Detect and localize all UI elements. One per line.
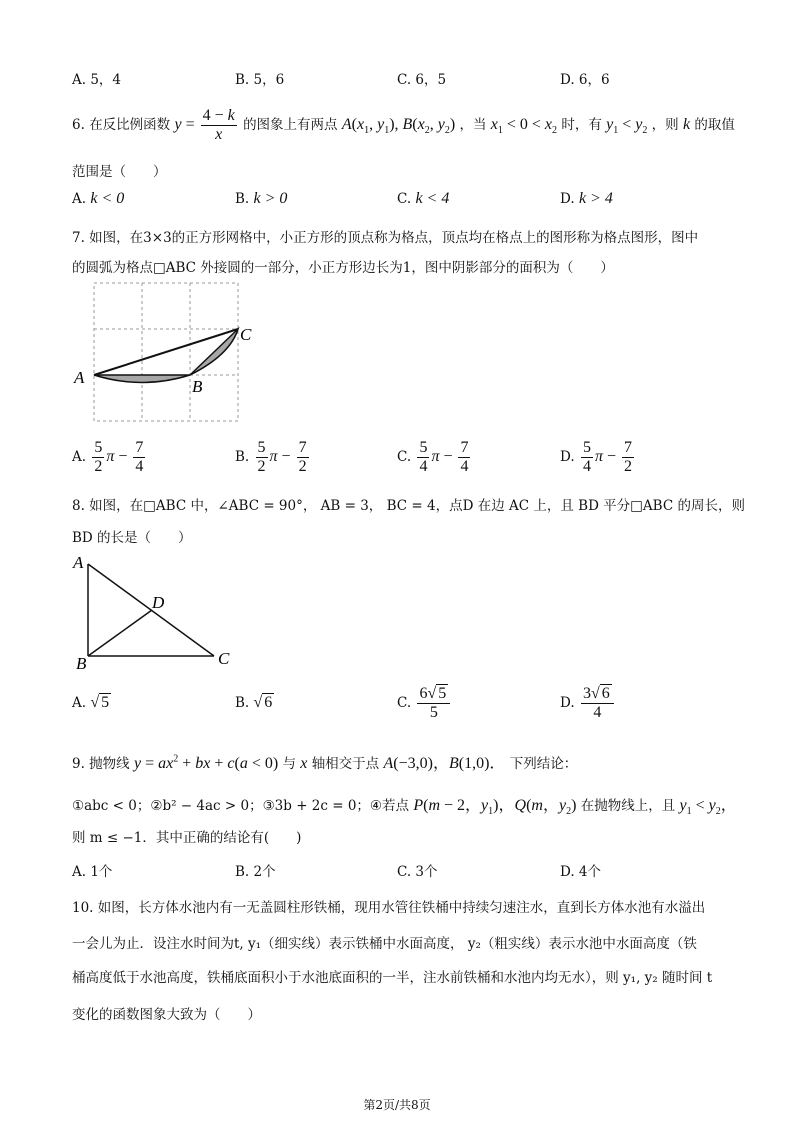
q7-option-b: B. $\frac{5}{2}$ π − $\frac{7}{2}$ bbox=[235, 439, 307, 475]
q6-text-5: ，则 bbox=[651, 117, 679, 133]
q7-label-a: A bbox=[74, 368, 85, 387]
q7-option-d: D. $\frac{5}{4}$ π − $\frac{7}{2}$ bbox=[560, 439, 632, 475]
q9-line1-part-b: 与 bbox=[282, 756, 296, 772]
q5-option-c: C. 6，5 bbox=[397, 72, 447, 88]
q9-option-c: C. 3个 bbox=[397, 864, 438, 880]
q10-line3: 桶高度低于水池高度，铁桶底面积小于水池底面积的一半，注水前铁桶和水池内均无水），则 y₁, y₂ 随时间 t bbox=[72, 970, 713, 986]
q8-label-d: D bbox=[152, 593, 165, 612]
q8-line1-part-b: D 在边 AC 上，且 BD 平分□ABC 的周长，则 bbox=[462, 498, 745, 514]
q6-text-3: ，当 bbox=[459, 117, 487, 133]
q7-shaded-segment-ab bbox=[94, 375, 190, 383]
q6-text-2: 的图象上有两点 bbox=[243, 117, 338, 133]
q6-number: 6. bbox=[72, 117, 85, 133]
q7-grid-figure bbox=[70, 280, 270, 430]
q6-fraction: $\frac{4 - k}{x}$ bbox=[202, 107, 235, 143]
q6-option-c: C. k < 4 bbox=[397, 190, 450, 207]
q8-option-b: B. √ 6 bbox=[235, 694, 273, 711]
q8-label-b: B bbox=[76, 654, 87, 672]
q6-line1: 6. 在反比例函数 y = $\frac{4 - k}{x}$ 的图象上有两点 $A(x_1$, $y_1$), $B(x_2$, $y_2$) ，当 $x_1 < 0 < x_2$ 时，有 $y_1 < y_2$ ，则 k 的取值 bbox=[72, 107, 735, 143]
q10-line1: 10. 如图，长方体水池内有一无盖圆柱形铁桶，现用水管往铁桶中持续匀速注水，直到长方体水池有水溢出 bbox=[72, 900, 706, 916]
q9-line3: 则 m ≤ −1．其中正确的结论有( ) bbox=[72, 830, 302, 846]
q9-line2-part-a: ①abc < 0；②b² − 4ac > 0；③3b + 2c = 0；④若点 bbox=[72, 798, 410, 814]
q8-label-a: A bbox=[73, 553, 84, 572]
q9-line2-part-b: 在抛物线上，且 bbox=[580, 798, 676, 814]
q7-line2: 的圆弧为格点□ABC 外接圆的一部分，小正方形边长为1，图中阴影部分的面积为（ ） bbox=[72, 260, 614, 276]
q8-label-c: C bbox=[218, 649, 230, 668]
q6-line2: 范围是（ ） bbox=[72, 164, 167, 180]
q5-option-a: A. 5，4 bbox=[72, 72, 122, 88]
q6-text-6: 的取值 bbox=[694, 117, 735, 133]
q7-option-a: A. $\frac{5}{2}$ π − $\frac{7}{4}$ bbox=[72, 439, 144, 475]
q8-line1-part-a: 8. 如图，在□ABC 中，∠ABC = 90°， AB = 3， BC = 4，点 bbox=[72, 498, 463, 514]
q9-line1-part-a: 9. 抛物线 bbox=[72, 756, 130, 772]
q6-text-1: 在反比例函数 bbox=[89, 117, 171, 133]
q6-option-b: B. k > 0 bbox=[235, 190, 288, 207]
q9-option-d: D. 4个 bbox=[560, 864, 602, 880]
q7-label-c: C bbox=[240, 325, 252, 344]
q10-line4: 变化的函数图象大致为（ ） bbox=[72, 1007, 261, 1023]
q7-option-c: C. $\frac{5}{4}$ π − $\frac{7}{4}$ bbox=[397, 439, 469, 475]
q8-option-c: C. $\frac{6√ 5}{5}$ bbox=[397, 686, 452, 721]
q8-segment-bd bbox=[88, 610, 152, 656]
q5-option-d: D. 6，6 bbox=[560, 72, 610, 88]
q9-option-a: A. 1个 bbox=[72, 864, 113, 880]
q7-line1: 7. 如图，在3×3的正方形网格中，小正方形的顶点称为格点，顶点均在格点上的图形称为格点图形，图中 bbox=[72, 230, 699, 246]
q10-line2: 一会儿为止．设注水时间为t, y₁（细实线）表示铁桶中水面高度， y₂（粗实线）表示水池中水面高度（铁 bbox=[72, 936, 697, 952]
q6-option-a: A. k < 0 bbox=[72, 190, 125, 207]
q8-line2: BD 的长是（ ） bbox=[72, 530, 192, 546]
q8-option-a: A. √ 5 bbox=[72, 694, 110, 711]
q9-line2: ①abc < 0；②b² − 4ac > 0；③3b + 2c = 0；④若点 P(m − 2，$y_1$)，Q(m，$y_2$) 在抛物线上，且 $y_1 < y_2$， bbox=[72, 797, 737, 818]
q8-triangle-figure bbox=[70, 552, 240, 672]
q6-option-d: D. k > 4 bbox=[560, 190, 613, 207]
q7-label-b: B bbox=[192, 377, 203, 396]
q9-option-b: B. 2个 bbox=[235, 864, 276, 880]
q5-option-b: B. 5，6 bbox=[235, 72, 285, 88]
q9-line1-part-d: 下列结论： bbox=[509, 756, 578, 772]
q8-line1 bbox=[72, 494, 745, 514]
q9-line1-part-c: 轴相交于点 bbox=[311, 756, 380, 772]
q6-text-4: 时，有 bbox=[561, 117, 602, 133]
q8-option-d: D. $\frac{3√ 6}{4}$ bbox=[560, 686, 616, 721]
q9-line1: 9. 抛物线 $y = ax^2$ + bx + c(a < 0) 与 x 轴相交于点 A(−3,0)，B(1,0)． 下列结论： bbox=[72, 753, 578, 772]
page-footer: 第2页/共8页 bbox=[363, 1098, 431, 1112]
